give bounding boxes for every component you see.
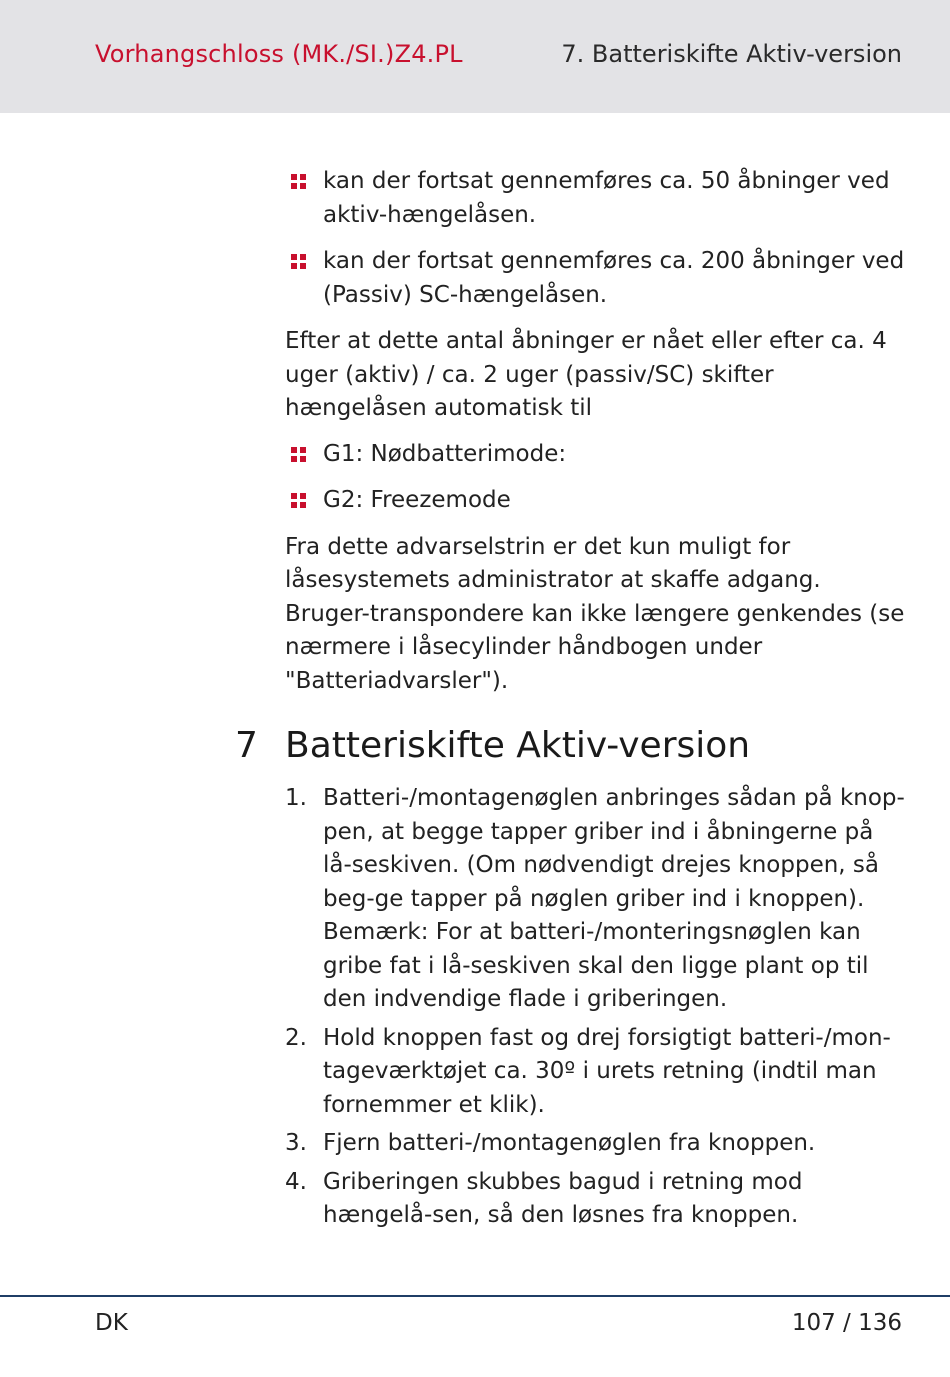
page-header (0, 0, 950, 113)
list-item (285, 245, 905, 312)
list-item-text: kan der fortsat gennemføres ca. 50 åbninger ved aktiv-hængelåsen. (323, 168, 890, 228)
list-item (285, 438, 905, 472)
list-item-text: kan der fortsat gennemføres ca. 200 åbninger ved (Passiv) SC-hængelåsen. (323, 248, 905, 308)
page-number: 107 / 136 (791, 1310, 902, 1336)
step-number: 2. (285, 1024, 307, 1051)
footer-divider (0, 1295, 950, 1297)
list-item (285, 484, 905, 518)
bullet-icon (291, 493, 306, 508)
section-heading-text: Batteriskifte Aktiv-version (285, 725, 751, 766)
step-number: 1. (285, 785, 307, 811)
paragraph: Fra dette advarselstrin er det kun muligt for låsesystemets administrator at skaffe adgang. Bruger-transpondere kan ikke længere genkendes (se nærmere i låsecylinder håndbogen under "Batteriadvarsler"). (285, 533, 905, 694)
section-title: 7. Batteriskifte Aktiv-version (561, 40, 902, 68)
document-title: Vorhangschloss (MK./SI.)Z4.PL (95, 40, 463, 68)
bullet-icon (291, 254, 306, 269)
paragraph: Efter at dette antal åbninger er nået eller efter ca. 4 uger (aktiv) / ca. 2 uger (passiv/SC) skifter hængelåsen automatisk til (285, 328, 887, 421)
step-text: Hold knoppen fast og drej forsigtigt batteri-/mon-tageværktøjet ca. 30º i urets retning (indtil man fornemmer et klik). (323, 1024, 891, 1118)
step-text: Batteri-/montagenøglen anbringes sådan på knop-pen, at begge tapper griber ind i åbningerne på lå-seskiven. (Om nødvendigt drejes knoppen, så beg-ge tapper på nøglen griber ind i knoppen). Bemærk: For at batteri-/monteringsnøglen kan gribe fat i lå-seskiven skal den ligge plant op til den indvendige flade i griberingen. (323, 785, 905, 1012)
step-text: Griberingen skubbes bagud i retning mod hængelå-sen, så den løsnes fra knoppen. (323, 1168, 803, 1228)
step-text: Fjern batteri-/montagenøglen fra knoppen. (323, 1130, 816, 1156)
section-heading (235, 724, 905, 768)
numbered-step (285, 782, 905, 1017)
numbered-step (285, 1166, 905, 1233)
footer-language: DK (95, 1310, 128, 1336)
step-number: 4. (285, 1168, 307, 1195)
bullet-icon (291, 447, 306, 462)
step-number: 3. (285, 1130, 307, 1156)
numbered-step (285, 1127, 905, 1161)
numbered-step (285, 1022, 905, 1123)
section-number: 7 (235, 725, 258, 766)
bullet-icon (291, 174, 306, 189)
page-content (235, 165, 905, 1238)
list-item-text: G1: Nødbatterimode: (323, 440, 567, 467)
list-item (285, 165, 905, 232)
list-item-text: G2: Freezemode (323, 487, 511, 513)
